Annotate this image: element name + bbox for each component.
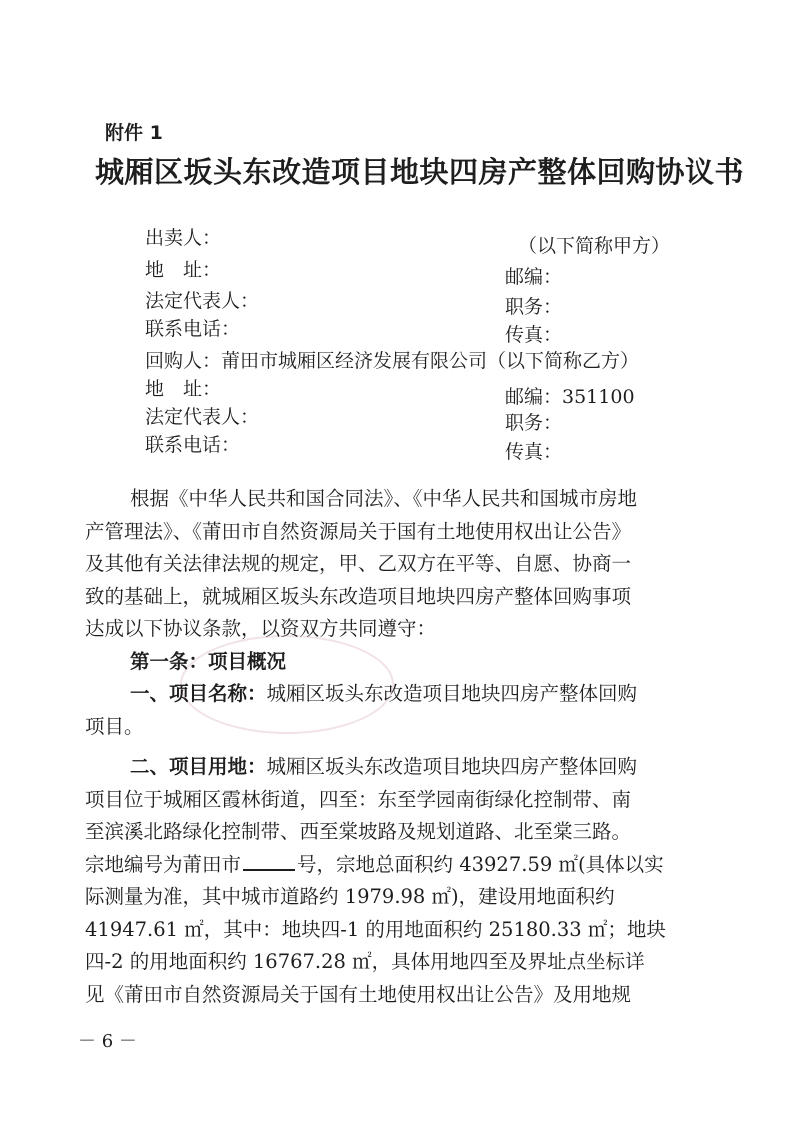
buyer-postcode-line: 邮编：351100 (505, 386, 635, 408)
buyer-name-line: 回购人：莆田市城厢区经济发展有限公司（以下简称乙方） (145, 350, 640, 372)
item-2-line-5: 际测量为准，其中城市道路约 1979.98 ㎡)，建设用地面积约 (85, 885, 615, 908)
parcel-number-blank (243, 851, 295, 871)
document-title: 城厢区坂头东改造项目地块四房产整体回购协议书 (95, 155, 745, 189)
item-2-label: 二、项目用地： (130, 755, 267, 778)
seller-address-label: 地 址： (145, 259, 222, 281)
item-2-line-1 (85, 751, 717, 784)
item-2-line-4 (85, 849, 717, 882)
page-number: － 6 － (78, 1031, 137, 1052)
item-2-line-3: 至滨溪北路绿化控制带、西至棠坡路及规划道路、北至棠三路。 (85, 820, 632, 843)
item-2-line-6: 41947.61 ㎡，其中：地块四-1 的用地面积约 25180.33 ㎡；地块 (85, 917, 666, 941)
seller-fax-label: 传真： (505, 324, 563, 346)
item-1-line (85, 678, 717, 711)
seller-postcode-label: 邮编： (505, 266, 563, 288)
buyer-address-label: 地 址： (145, 378, 222, 400)
item-1-line-2: 项目。 (85, 714, 144, 738)
parcel-number-suffix: 号，宗地总面积约 43927.59 ㎡(具体以实 (297, 852, 664, 876)
item-1-text: 城厢区坂头东改造项目地块四房产整体回购 (266, 682, 638, 705)
article-1-heading: 第一条：项目概况 (130, 649, 287, 673)
seller-phone-label: 联系电话： (145, 318, 241, 340)
intro-paragraph (85, 483, 717, 1011)
seller-name-label: 出卖人： (145, 227, 222, 249)
parcel-number-prefix: 宗地编号为莆田市 (85, 852, 242, 876)
buyer-phone-label: 联系电话： (145, 434, 241, 456)
item-2-line-7: 四-2 的用地面积约 16767.28 ㎡，具体用地四至及界址点坐标详 (85, 950, 645, 973)
intro-line: 及其他有关法律法规的规定，甲、乙双方在平等、自愿、协商一 (85, 552, 632, 575)
buyer-position-label: 职务： (505, 412, 563, 434)
intro-line: 致的基础上，就城厢区坂头东改造项目地块四房产整体回购事项 (85, 584, 632, 608)
attachment-label: 附件 1 (105, 122, 163, 144)
seller-name-note: （以下简称甲方） (518, 235, 671, 257)
item-2-line-2: 项目位于城厢区霞林街道，四至：东至学园南街绿化控制带、南 (85, 787, 632, 811)
intro-line: 达成以下协议条款，以资双方共同遵守： (85, 617, 437, 640)
intro-line: 产管理法》、《莆田市自然资源局关于国有土地使用权出让公告》 (85, 519, 632, 543)
intro-line: 根据《中华人民共和国合同法》、《中华人民共和国城市房地 (130, 487, 638, 510)
seller-position-label: 职务： (505, 296, 563, 318)
seller-legal-rep-label: 法定代表人： (145, 290, 260, 312)
item-1-label: 一、项目名称： (130, 682, 267, 705)
item-2-text: 城厢区坂头东改造项目地块四房产整体回购 (266, 755, 638, 778)
item-2-line-8: 见《莆田市自然资源局关于国有土地使用权出让公告》及用地规 (85, 982, 632, 1006)
buyer-legal-rep-label: 法定代表人： (145, 406, 260, 428)
buyer-fax-label: 传真： (505, 441, 563, 463)
